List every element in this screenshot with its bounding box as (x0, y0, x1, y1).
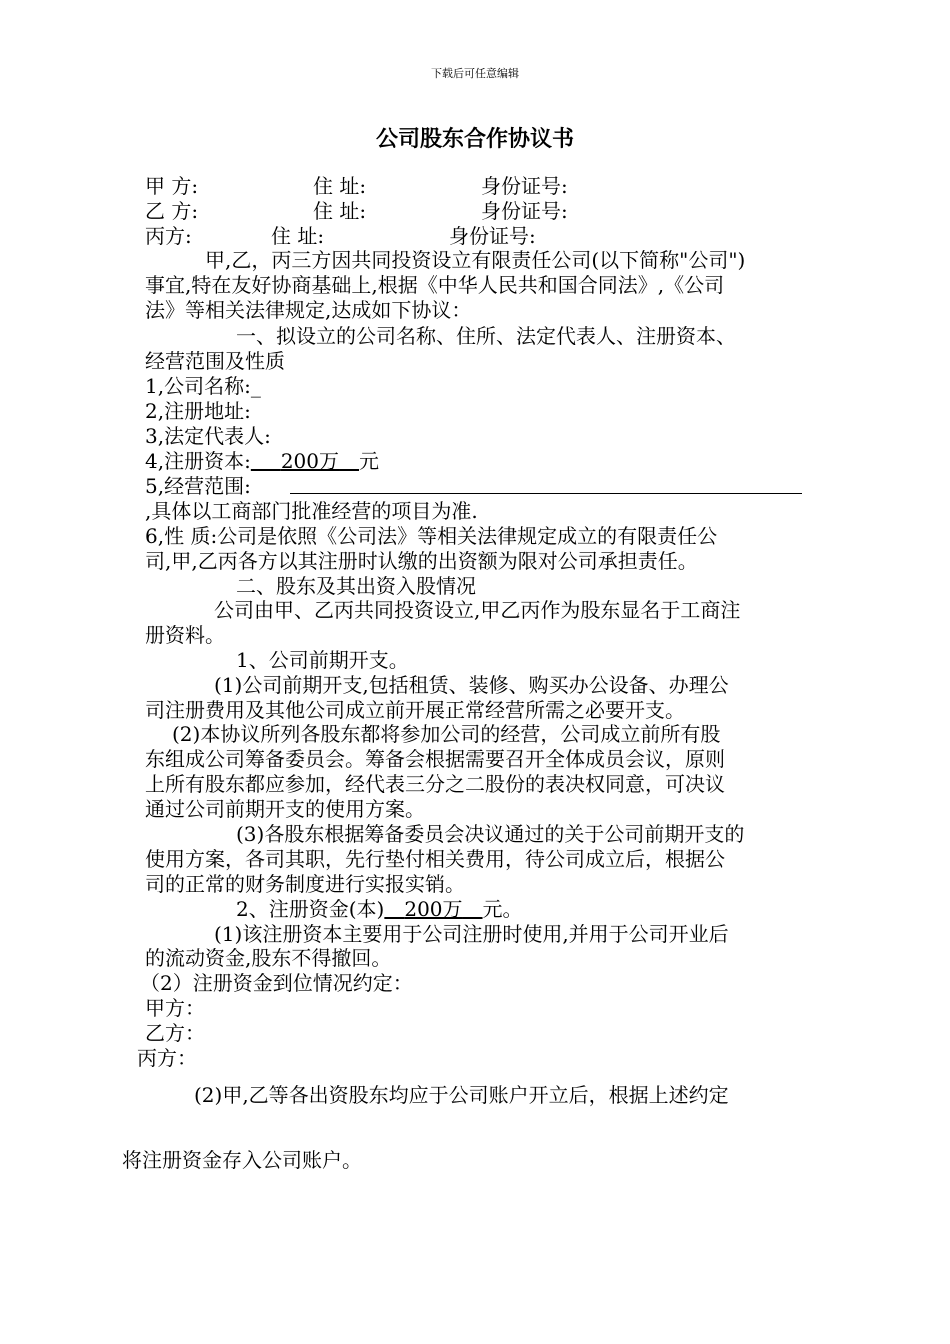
item-nature-line2: 司,甲,乙丙各方以其注册时认缴的出资额为限对公司承担责任。 (145, 549, 698, 573)
intro-line-2: 事宜,特在友好协商基础上,根据《中华人民共和国合同法》,《公司 (145, 273, 725, 297)
item-registered-address: 2,注册地址: (145, 399, 251, 423)
document-title: 公司股东合作协议书 (375, 126, 574, 152)
p1-line1: (1)公司前期开支,包括租赁、装修、购买办公设备、办理公 (214, 673, 729, 697)
item-company-name: 1,公司名称:_ (145, 374, 261, 398)
item-legal-representative: 3,法定代表人: (145, 424, 271, 448)
section2-para-line2: 册资料。 (145, 623, 225, 647)
sub2-capital-unit: 元。 (482, 897, 523, 921)
p3-line2: 使用方案，各司其职，先行垫付相关费用，待公司成立后，根据公 (145, 847, 725, 871)
sub-heading-registered-capital (236, 897, 523, 922)
party-b-label: 乙 方: (145, 199, 199, 223)
party-b-id-label: 身份证号: (481, 199, 568, 223)
item-business-scope-cont: ,具体以工商部门批准经营的项目为准. (145, 499, 478, 523)
item-nature-line1: 6,性 质:公司是依照《公司法》等相关法律规定成立的有限责任公 (145, 524, 718, 548)
party-a-arrival: 甲方： (145, 996, 205, 1020)
party-c-address-label: 住 址: (271, 224, 325, 248)
p3-line1: (3)各股东根据筹备委员会决议通过的关于公司前期开支的 (236, 822, 745, 846)
sub-heading-registered-capital-label: 2、注册资金(本) (236, 897, 385, 921)
item-registered-capital (145, 449, 379, 474)
page-header-note: 下载后可任意编辑 (431, 67, 519, 80)
party-a-address-label: 住 址: (313, 174, 367, 198)
final-line: 将注册资金存入公司账户。 (122, 1148, 362, 1172)
item-business-scope (145, 474, 251, 499)
section2-para-line1: 公司由甲、乙丙共同投资设立,甲乙丙作为股东显名于工商注 (214, 598, 741, 622)
item-business-scope-label: 5,经营范围: (145, 474, 251, 498)
party-c-label: 丙方: (145, 224, 192, 248)
business-scope-blank (290, 493, 802, 494)
section1-heading-line2: 经营范围及性质 (145, 349, 285, 373)
registered-capital-value: 200万 (280, 449, 340, 473)
c3-line1: (2)甲,乙等各出资股东均应于公司账户开立后，根据上述约定 (194, 1083, 729, 1107)
party-b-arrival: 乙方： (145, 1021, 205, 1045)
p2-line1: (2)本协议所列各股东都将参加公司的经营，公司成立前所有股 (172, 722, 721, 746)
party-a-id-label: 身份证号: (481, 174, 568, 198)
sub-heading-preliminary-expenses: 1、公司前期开支。 (236, 648, 409, 672)
section2-heading: 二、股东及其出资入股情况 (236, 574, 476, 598)
c1-line1: (1)该注册资本主要用于公司注册时使用,并用于公司开业后 (214, 922, 729, 946)
p2-line3: 上所有股东都应参加，经代表三分之二股份的表决权同意，可决议 (145, 772, 725, 796)
item-registered-capital-label: 4,注册资本: (145, 449, 251, 473)
sub2-capital-value: 200万 (404, 897, 463, 921)
party-c-id-label: 身份证号: (449, 224, 536, 248)
registered-capital-unit: 元 (359, 449, 380, 473)
p1-line2: 司注册费用及其他公司成立前开展正常经营所需之必要开支。 (145, 698, 685, 722)
p2-line2: 东组成公司筹备委员会。筹备会根据需要召开全体成员会议，原则 (145, 747, 725, 771)
p3-line3: 司的正常的财务制度进行实报实销。 (145, 872, 465, 896)
c1-line2: 的流动资金,股东不得撤回。 (145, 946, 392, 970)
party-c-arrival: 丙方： (137, 1046, 197, 1070)
party-a-label: 甲 方: (145, 174, 199, 198)
section1-heading-line1: 一、拟设立的公司名称、住所、法定代表人、注册资本、 (236, 324, 736, 348)
c2-capital-arrival: （2）注册资金到位情况约定： (140, 971, 413, 995)
party-b-address-label: 住 址: (313, 199, 367, 223)
p2-line4: 通过公司前期开支的使用方案。 (145, 797, 425, 821)
intro-line-3: 法》等相关法律规定,达成如下协议： (145, 298, 472, 322)
intro-line-1: 甲,乙，丙三方因共同投资设立有限责任公司(以下简称"公司") (205, 248, 746, 272)
